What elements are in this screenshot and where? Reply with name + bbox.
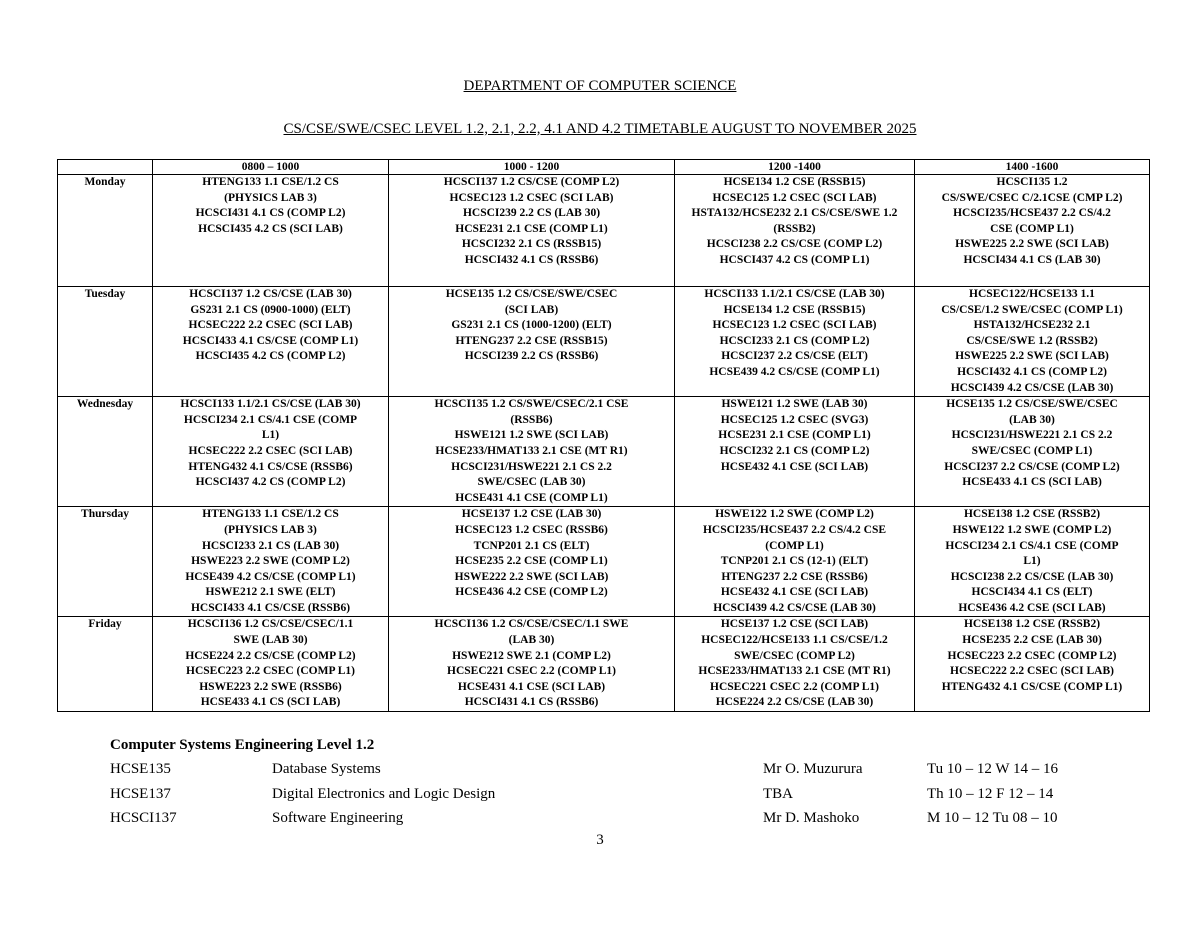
class-entry-line: HCSE231 2.1 CSE (COMP L1): [718, 429, 871, 442]
timetable-header-row: [58, 160, 1150, 175]
class-entry-line: HCSCI232 2.1 CS (COMP L2): [719, 444, 870, 457]
class-entry-line: L1): [1023, 555, 1041, 568]
class-entry-line: HCSCI135 1.2 CS/SWE/CSEC/2.1 CSE: [434, 398, 629, 411]
class-entry-line: HCSE235 2.2 CSE (COMP L1): [455, 555, 608, 568]
class-entry-line: HCSCI135 1.2: [996, 176, 1068, 188]
timetable-row-tuesday: [58, 287, 1150, 397]
class-entry-line: HCSCI234 2.1 CS/4.1 CSE (COMP: [183, 413, 358, 426]
class-entry-line: HCSE224 2.2 CS/CSE (COMP L2): [185, 649, 356, 662]
class-entry-line: HCSCI136 1.2 CS/CSE/CSEC/1.1 SWE: [434, 618, 629, 631]
day-label: Friday: [58, 617, 153, 712]
class-entry-line: HCSE135 1.2 CS/CSE/SWE/CSEC: [946, 398, 1118, 411]
time-slot-header: 1200 -1400: [675, 160, 915, 175]
course-times: Th 10 – 12 F 12 – 14: [927, 785, 1054, 802]
class-entry-line: HSTA132/HCSE232 2.1: [973, 319, 1091, 332]
class-entry-line: CS/CSE/1.2 SWE/CSEC (COMP L1): [941, 303, 1123, 316]
class-entry-line: HCSCI431 4.1 CS (COMP L2): [195, 207, 346, 220]
class-entry-line: HCSCI239 2.2 CS (LAB 30): [462, 207, 601, 220]
timetable-cell: [389, 507, 675, 617]
class-entry-line: SWE/CSEC (LAB 30): [477, 476, 586, 489]
class-entry-line: HTENG237 2.2 CSE (RSSB6): [721, 570, 868, 583]
class-entry-line: L1): [261, 429, 280, 442]
timetable-row-wednesday: [58, 397, 1150, 507]
class-entry-line: HCSEC125 1.2 CSEC (SVG3): [720, 413, 869, 426]
class-entry-line: TCNP201 2.1 CS (ELT): [473, 539, 590, 552]
class-entry-line: HCSCI237 2.2 CS/CSE (ELT): [721, 350, 868, 363]
timetable-cell: [675, 617, 915, 712]
class-entry-line: CS/SWE/CSEC C/2.1CSE (CMP L2): [941, 191, 1123, 204]
class-entry-line: HSWE223 2.2 SWE (RSSB6): [199, 680, 342, 693]
class-entry-line: HCSCI437 4.2 CS (COMP L2): [195, 476, 346, 489]
class-entry-line: HTENG432 4.1 CS/CSE (RSSB6): [188, 460, 353, 473]
class-entry-line: HSWE225 2.2 SWE (SCI LAB): [955, 350, 1109, 363]
class-entry-line: HCSE135 1.2 CS/CSE/SWE/CSEC: [445, 288, 618, 300]
time-slot-header: 0800 – 1000: [153, 160, 389, 175]
class-entry-line: HTENG133 1.1 CSE/1.2 CS: [202, 508, 339, 521]
class-entry-line: GS231 2.1 CS (0900-1000) (ELT): [190, 303, 351, 316]
class-entry-line: HTENG432 4.1 CS/CSE (COMP L1): [941, 680, 1123, 693]
class-entry-line: HCSE224 2.2 CS/CSE (LAB 30): [715, 696, 874, 709]
class-entry-line: HCSE439 4.2 CS/CSE (COMP L1): [709, 365, 880, 378]
class-entry-line: HCSCI432 4.1 CS (RSSB6): [464, 253, 599, 266]
class-entry-line: HCSEC221 CSEC 2.2 (COMP L1): [710, 680, 879, 693]
class-entry-line: HCSE134 1.2 CSE (RSSB15): [723, 176, 866, 188]
timetable-cell: [153, 175, 389, 287]
class-entry-line: HCSCI231/HSWE221 2.1 CS 2.2: [451, 460, 612, 473]
class-entry-line: HCSEC222 2.2 CSEC (SCI LAB): [188, 319, 353, 332]
class-entry-line: HCSE233/HMAT133 2.1 CSE (MT R1): [698, 665, 891, 678]
class-entry-line: HSWE122 1.2 SWE (COMP L2): [952, 523, 1112, 536]
timetable-cell: [153, 617, 389, 712]
class-entry-line: HCSEC221 CSEC 2.2 (COMP L1): [447, 665, 616, 678]
class-entry-line: HCSE432 4.1 CSE (SCI LAB): [720, 586, 869, 599]
course-name: Software Engineering: [272, 810, 404, 826]
class-entry-line: HCSE432 4.1 CSE (SCI LAB): [720, 460, 869, 473]
class-entry-line: HCSCI435 4.2 CS (COMP L2): [195, 350, 346, 363]
class-entry-line: HCSEC123 1.2 CSEC (SCI LAB): [449, 191, 614, 204]
class-entry-line: HCSE231 2.1 CSE (COMP L1): [455, 222, 608, 235]
timetable-cell: [915, 175, 1150, 287]
class-entry-line: HCSEC222 2.2 CSEC (SCI LAB): [188, 444, 353, 457]
class-entry-line: HSTA132/HCSE232 2.1 CS/CSE/SWE 1.2: [691, 207, 898, 220]
day-label: Tuesday: [58, 287, 153, 397]
timetable-row-friday: [58, 617, 1150, 712]
class-entry-line: HCSCI235/HCSE437 2.2 CS/4.2 CSE: [702, 523, 887, 536]
class-entry-line: HCSCI137 1.2 CS/CSE (LAB 30): [189, 288, 352, 300]
timetable-cell: [153, 287, 389, 397]
class-entry-line: HCSEC123 1.2 CSEC (SCI LAB): [712, 319, 877, 332]
class-entry-line: HSWE212 2.1 SWE (ELT): [205, 586, 336, 599]
course-times: Tu 10 – 12 W 14 – 16: [927, 761, 1059, 777]
course-list: [110, 737, 1110, 835]
class-entry-line: HCSE431 4.1 CSE (SCI LAB): [457, 680, 606, 693]
day-label: Wednesday: [58, 397, 153, 507]
class-entry-line: HCSCI434 4.1 CS (ELT): [971, 586, 1093, 599]
class-entry-line: HCSE436 4.2 CSE (COMP L2): [455, 586, 608, 599]
time-slot-header: 1400 -1600: [915, 160, 1150, 175]
timetable-cell: [675, 175, 915, 287]
class-entry-line: HCSCI433 4.1 CS/CSE (COMP L1): [182, 334, 359, 347]
course-code: HCSE137: [110, 785, 171, 802]
class-entry-line: HCSEC123 1.2 CSEC (RSSB6): [455, 523, 608, 536]
timetable-cell: [675, 287, 915, 397]
course-lecturer: Mr O. Muzurura: [763, 761, 863, 777]
class-entry-line: (PHYSICS LAB 3): [224, 523, 317, 536]
timetable-cell: [389, 287, 675, 397]
class-entry-line: (LAB 30): [508, 634, 555, 647]
timetable-cell: [915, 617, 1150, 712]
corner-cell: [58, 160, 153, 175]
class-entry-line: HCSE134 1.2 CSE (RSSB15): [723, 303, 866, 316]
class-entry-line: SWE (LAB 30): [233, 634, 308, 647]
class-entry-line: HSWE122 1.2 SWE (COMP L2): [715, 508, 874, 521]
class-entry-line: HCSE235 2.2 CSE (LAB 30): [962, 634, 1102, 647]
class-entry-line: (PHYSICS LAB 3): [224, 191, 317, 204]
class-entry-line: HCSCI437 4.2 CS (COMP L1): [719, 253, 870, 266]
class-entry-line: HCSE436 4.2 CSE (SCI LAB): [958, 601, 1106, 614]
course-list-heading: Computer Systems Engineering Level 1.2: [110, 737, 375, 753]
timetable-cell: [915, 287, 1150, 397]
time-slot-header: 1000 - 1200: [389, 160, 675, 175]
class-entry-line: SWE/CSEC (COMP L1): [971, 444, 1093, 457]
timetable-row-monday: [58, 175, 1150, 287]
timetable-row-thursday: [58, 507, 1150, 617]
course-code: HCSE135: [110, 761, 171, 777]
timetable-cell: [389, 617, 675, 712]
class-entry-line: HCSEC125 1.2 CSEC (SCI LAB): [712, 191, 877, 204]
class-entry-line: HCSE439 4.2 CS/CSE (COMP L1): [185, 570, 356, 583]
page-title: DEPARTMENT OF COMPUTER SCIENCE: [463, 78, 737, 94]
timetable-cell: [389, 397, 675, 507]
class-entry-line: GS231 2.1 CS (1000-1200) (ELT): [451, 319, 612, 332]
class-entry-line: HCSCI137 1.2 CS/CSE (COMP L2): [443, 176, 620, 188]
class-entry-line: (LAB 30): [1009, 413, 1055, 426]
class-entry-line: HCSCI239 2.2 CS (RSSB6): [464, 350, 599, 363]
class-entry-line: HSWE121 1.2 SWE (SCI LAB): [454, 429, 609, 442]
timetable-cell: [153, 507, 389, 617]
class-entry-line: HCSCI238 2.2 CS/CSE (COMP L2): [706, 238, 883, 251]
class-entry-line: (RSSB2): [773, 222, 816, 235]
class-entry-line: HCSCI233 2.1 CS (COMP L2): [719, 334, 870, 347]
timetable: [57, 159, 1150, 712]
class-entry-line: HCSE138 1.2 CSE (RSSB2): [963, 618, 1101, 631]
class-entry-line: HCSCI439 4.2 CS/CSE (LAB 30): [950, 381, 1114, 394]
timetable-cell: [389, 175, 675, 287]
course-code: HCSCI137: [110, 810, 177, 826]
class-entry-line: HTENG237 2.2 CSE (RSSB15): [455, 334, 608, 347]
class-entry-line: (SCI LAB): [504, 303, 559, 316]
class-entry-line: HCSE433 4.1 CS (SCI LAB): [962, 476, 1102, 489]
class-entry-line: HCSCI234 2.1 CS/4.1 CSE (COMP: [945, 539, 1119, 552]
class-entry-line: HCSCI133 1.1/2.1 CS/CSE (LAB 30): [180, 398, 361, 411]
timetable-cell: [675, 397, 915, 507]
class-entry-line: CSE (COMP L1): [990, 222, 1074, 235]
class-entry-line: HCSCI133 1.1/2.1 CS/CSE (LAB 30): [704, 288, 885, 300]
timetable-cell: [915, 507, 1150, 617]
class-entry-line: HCSE137 1.2 CSE (SCI LAB): [720, 618, 869, 631]
class-entry-line: HCSE137 1.2 CSE (LAB 30): [461, 508, 602, 521]
timetable-cell: [153, 397, 389, 507]
class-entry-line: HCSCI136 1.2 CS/CSE/CSEC/1.1: [187, 618, 354, 631]
class-entry-line: HCSCI432 4.1 CS (COMP L2): [957, 365, 1107, 378]
class-entry-line: HCSCI232 2.1 CS (RSSB15): [461, 238, 602, 251]
class-entry-line: HCSCI435 4.2 CS (SCI LAB): [198, 222, 343, 235]
class-entry-line: HCSEC222 2.2 CSEC (SCI LAB): [950, 665, 1114, 678]
class-entry-line: HCSEC122/HCSE133 1.1: [969, 288, 1095, 300]
class-entry-line: HCSCI431 4.1 CS (RSSB6): [464, 696, 599, 709]
page-number: 3: [596, 832, 604, 848]
course-row: [110, 761, 1110, 786]
class-entry-line: HCSE433 4.1 CS (SCI LAB): [200, 696, 341, 709]
day-label: Thursday: [58, 507, 153, 617]
class-entry-line: SWE/CSEC (COMP L2): [734, 649, 855, 662]
course-name: Database Systems: [272, 761, 381, 777]
timetable-cell: [915, 397, 1150, 507]
class-entry-line: HCSCI434 4.1 CS (LAB 30): [963, 253, 1101, 266]
timetable-subtitle: CS/CSE/SWE/CSEC LEVEL 1.2, 2.1, 2.2, 4.1 AND 4.2 TIMETABLE AUGUST TO NOVEMBER 2025: [283, 121, 917, 137]
class-entry-line: HCSEC223 2.2 CSEC (COMP L1): [186, 665, 355, 678]
timetable-cell: [675, 507, 915, 617]
class-entry-line: HCSEC122/HCSE133 1.1 CS/CSE/1.2: [701, 634, 888, 647]
course-name: Digital Electronics and Logic Design: [272, 785, 496, 802]
class-entry-line: HSWE212 SWE 2.1 (COMP L2): [452, 649, 611, 662]
course-lecturer: Mr D. Mashoko: [763, 810, 860, 826]
class-entry-line: HCSE138 1.2 CSE (RSSB2): [963, 508, 1101, 521]
class-entry-line: HCSE431 4.1 CSE (COMP L1): [455, 491, 608, 504]
class-entry-line: HSWE225 2.2 SWE (SCI LAB): [955, 238, 1109, 251]
class-entry-line: TCNP201 2.1 CS (12-1) (ELT): [720, 555, 869, 568]
class-entry-line: HCSCI238 2.2 CS/CSE (LAB 30): [950, 570, 1114, 583]
class-entry-line: (COMP L1): [765, 539, 824, 552]
class-entry-line: HTENG133 1.1 CSE/1.2 CS: [202, 176, 339, 188]
class-entry-line: HCSE233/HMAT133 2.1 CSE (MT R1): [435, 444, 628, 457]
class-entry-line: HCSCI237 2.2 CS/CSE (COMP L2): [944, 460, 1120, 473]
class-entry-line: HCSCI433 4.1 CS/CSE (RSSB6): [190, 601, 351, 614]
class-entry-line: HCSCI233 2.1 CS (LAB 30): [201, 539, 340, 552]
course-row: [110, 786, 1110, 811]
day-label: Monday: [58, 175, 153, 287]
class-entry-line: HCSCI439 4.2 CS/CSE (LAB 30): [713, 601, 876, 614]
class-entry-line: HSWE121 1.2 SWE (LAB 30): [721, 398, 868, 411]
course-row: [110, 810, 1110, 835]
course-times: M 10 – 12 Tu 08 – 10: [927, 810, 1058, 826]
class-entry-line: HCSCI231/HSWE221 2.1 CS 2.2: [951, 429, 1113, 442]
class-entry-line: HSWE223 2.2 SWE (COMP L2): [191, 555, 350, 568]
class-entry-line: HCSEC223 2.2 CSEC (COMP L2): [947, 649, 1117, 662]
class-entry-line: HSWE222 2.2 SWE (SCI LAB): [454, 570, 609, 583]
class-entry-line: HCSCI235/HCSE437 2.2 CS/4.2: [953, 207, 1111, 220]
class-entry-line: CS/CSE/SWE 1.2 (RSSB2): [966, 334, 1098, 347]
class-entry-line: (RSSB6): [510, 413, 553, 426]
course-lecturer: TBA: [763, 785, 793, 802]
